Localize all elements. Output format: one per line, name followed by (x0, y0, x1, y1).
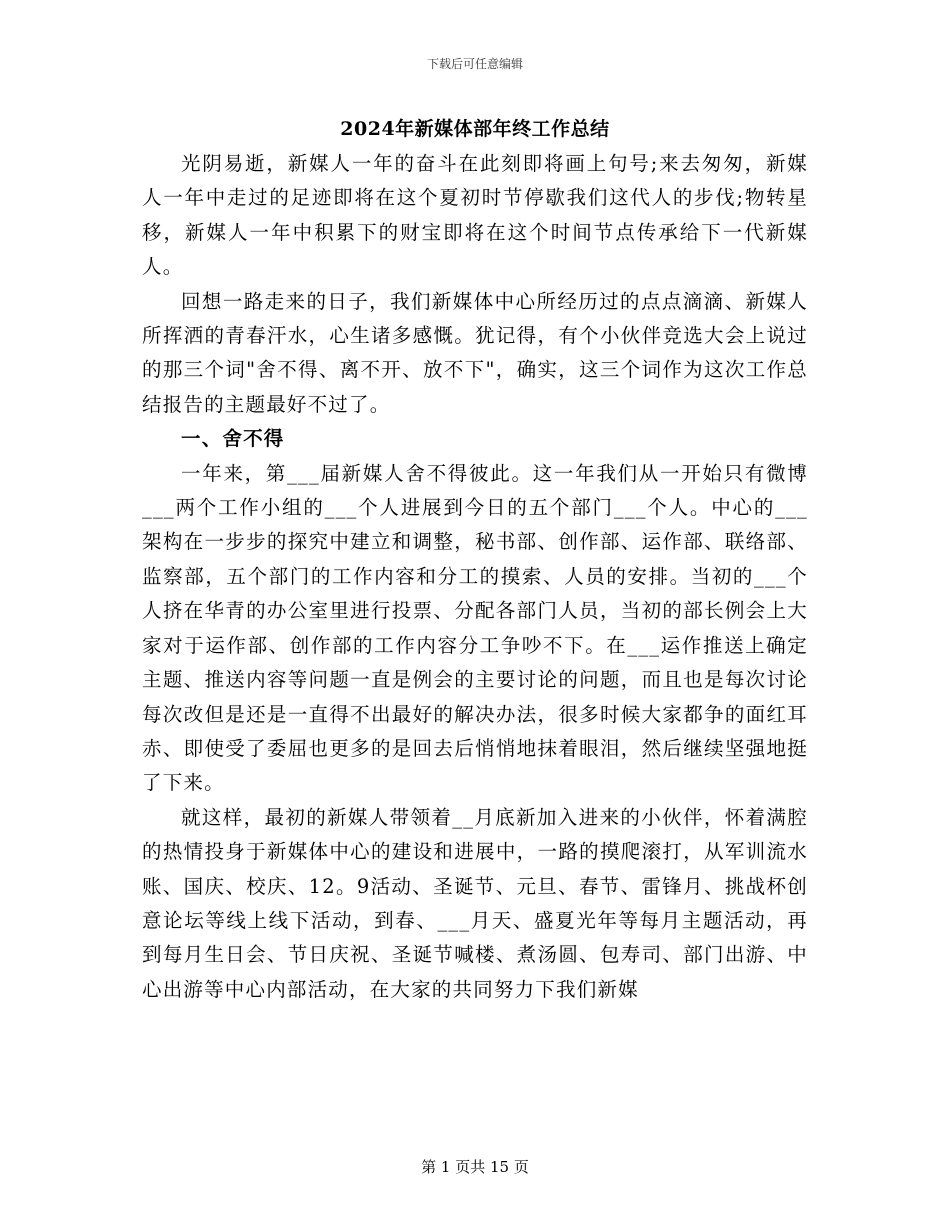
document-title: 2024年新媒体部年终工作总结 (340, 118, 610, 140)
paragraph-recollection: 回想一路走来的日子，我们新媒体中心所经历过的点点滴滴、新媒人所挥洒的青春汗水，心生诸多感慨。犹记得，有个小伙伴竞选大会上说过的那三个词"舍不得、离不开、放不下"，确实，这三个词作为这次工作总结报告的主题最好不过了。 (142, 289, 808, 416)
header-note: 下载后可任意编辑 (426, 57, 523, 71)
paragraph-year-review: 一年来，第___届新媒人舍不得彼此。这一年我们从一开始只有微博___两个工作小组的___个人进展到今日的五个部门___个人。中心的___架构在一步步的探究中建立和调整，秘书部、创作部、运作部、联络部、监察部，五个部门的工作内容和分工的摸索、人员的安排。当初的___个人挤在华青的办公室里进行投票、分配各部门人员，当初的部长例会上大家对于运作部、创作部的工作内容分工争吵不下。在___运作推送上确定主题、推送内容等问题一直是例会的主要讨论的问题，而且也是每次讨论每次改但是还是一直得不出最好的解决办法，很多时候大家都争的面红耳赤、即使受了委屈也更多的是回去后悄悄地抹着眼泪，然后继续坚强地挺了下来。 (142, 461, 808, 795)
page-number-footer: 第 1 页共 15 页 (421, 1158, 529, 1176)
section-heading: 一、舍不得 (181, 427, 285, 451)
document-body (142, 147, 808, 1007)
paragraph-intro: 光阴易逝，新媒人一年的奋斗在此刻即将画上句号;来去匆匆，新媒人一年中走过的足迹即将在这个夏初时节停歇我们这代人的步伐;物转星移，新媒人一年中积累下的财宝即将在这个时间节点传承给下一代新媒人。 (142, 152, 808, 279)
paragraph-activities: 就这样，最初的新媒人带领着__月底新加入进来的小伙伴，怀着满腔的热情投身于新媒体中心的建设和进展中，一路的摸爬滚打，从军训流水账、国庆、校庆、12。9活动、圣诞节、元旦、春节、雷锋月、挑战杯创意论坛等线上线下活动，到春、___月天、盛夏光年等每月主题活动，再到每月生日会、节日庆祝、圣诞节喊楼、煮汤圆、包寿司、部门出游、中心出游等中心内部活动，在大家的共同努力下我们新媒 (142, 805, 808, 1001)
